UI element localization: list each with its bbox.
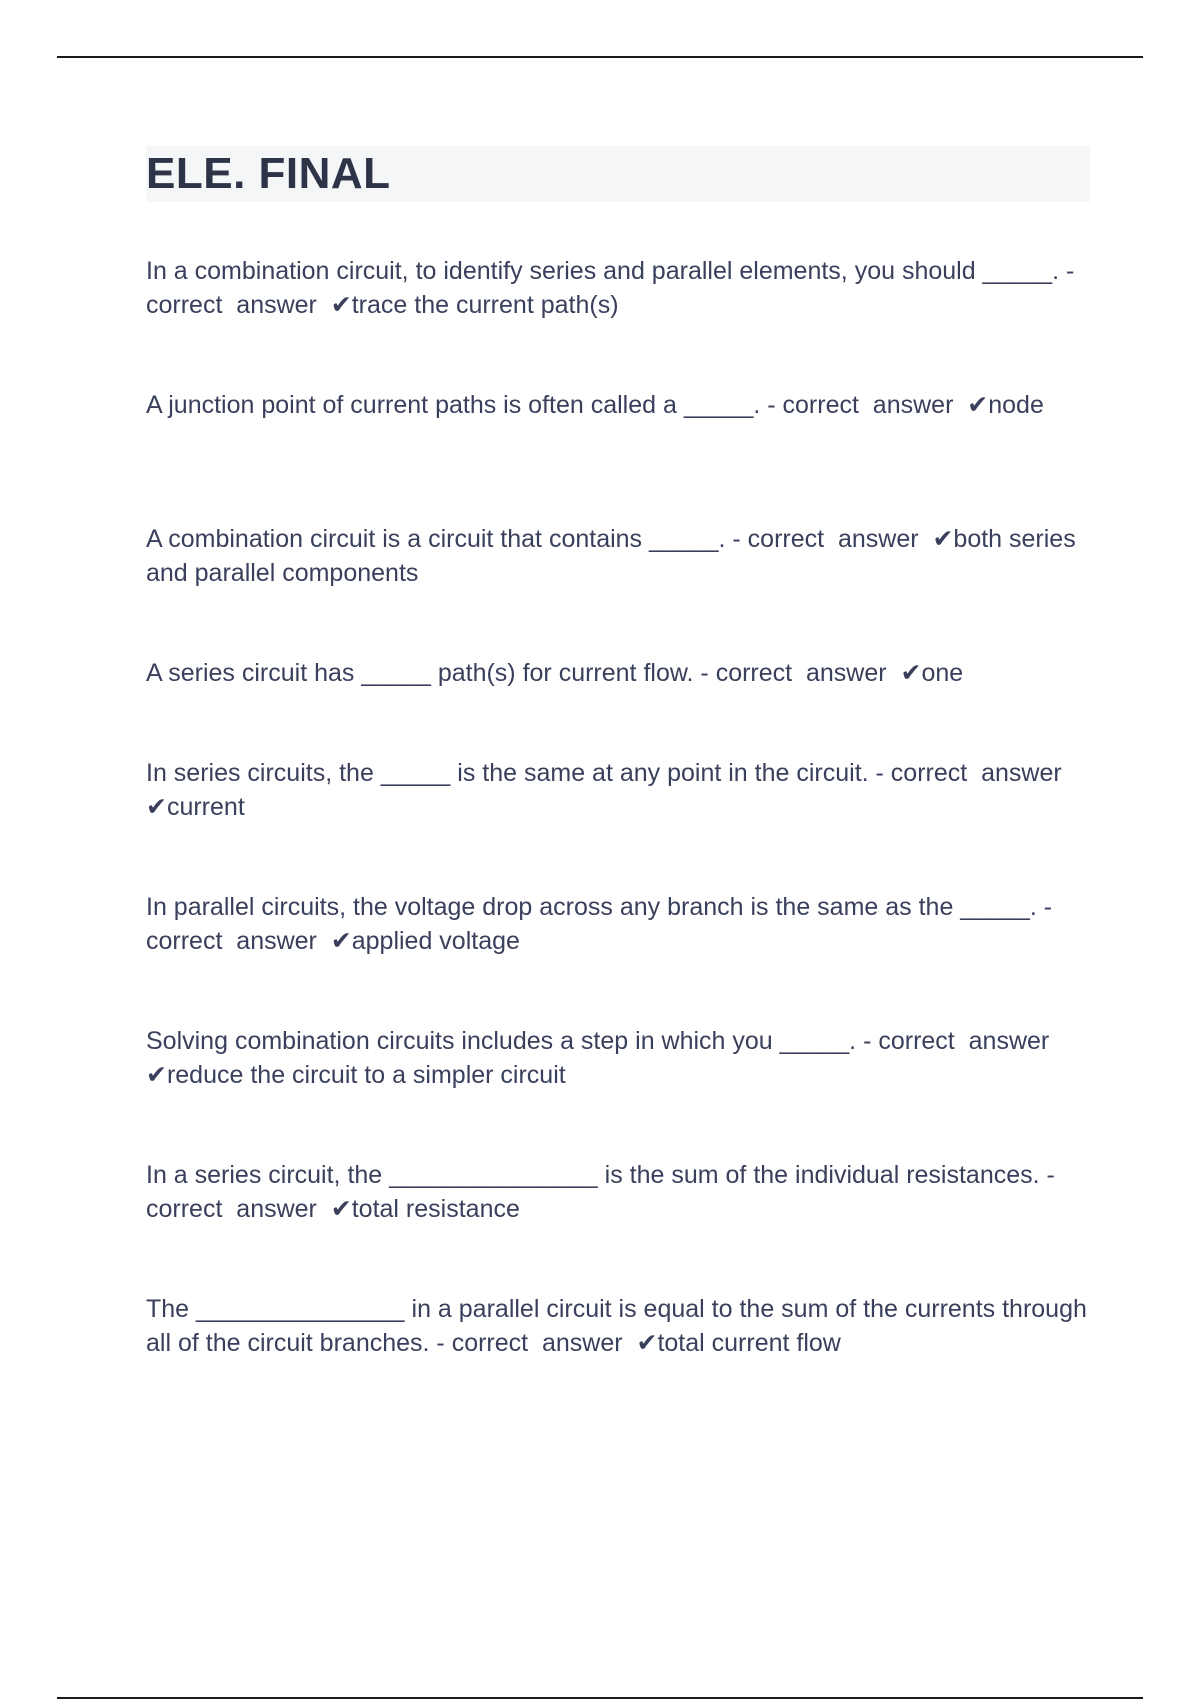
answer-separator: - correct answer ✔	[146, 1027, 1064, 1089]
question-text: A combination circuit is a circuit that contains _____.	[146, 525, 726, 553]
qa-item	[146, 890, 1090, 958]
qa-item	[146, 1024, 1090, 1092]
answer-separator: - correct answer ✔	[146, 1161, 1062, 1223]
qa-item	[146, 1292, 1094, 1360]
title-bar	[146, 146, 1090, 202]
document-body	[146, 146, 1094, 1426]
answer-separator: - correct answer ✔	[146, 257, 1082, 319]
qa-item	[146, 522, 1090, 590]
question-text: The _______________ in a parallel circuit is equal to the sum of the currents through all of the circuit branches.	[146, 1295, 1094, 1357]
answer-text: node	[988, 391, 1044, 419]
answer-text: current	[166, 793, 245, 821]
question-text: In a combination circuit, to identify series and parallel elements, you should _____.	[146, 257, 1060, 285]
answer-separator: - correct answer ✔	[693, 659, 922, 687]
qa-item	[146, 388, 1090, 456]
question-text: A junction point of current paths is often called a _____.	[146, 391, 761, 419]
answer-separator: - correct answer ✔	[429, 1329, 658, 1357]
answer-text: applied voltage	[351, 927, 520, 955]
question-text: A series circuit has _____ path(s) for current flow.	[146, 659, 694, 687]
question-text: In parallel circuits, the voltage drop across any branch is the same as the _____.	[146, 893, 1037, 921]
bottom-rule	[57, 1697, 1143, 1699]
answer-text: total current flow	[657, 1329, 841, 1357]
answer-text: one	[921, 659, 964, 687]
answer-separator: - correct answer ✔	[725, 525, 954, 553]
answer-separator: - correct answer ✔	[146, 759, 1076, 821]
answer-separator: - correct answer ✔	[146, 893, 1060, 955]
top-rule	[57, 56, 1143, 58]
answer-text: trace the current path(s)	[351, 291, 619, 319]
question-text: Solving combination circuits includes a step in which you _____.	[146, 1027, 857, 1055]
answer-text: total resistance	[351, 1195, 520, 1223]
qa-item	[146, 756, 1090, 824]
qa-item	[146, 656, 1090, 690]
answer-text: reduce the circuit to a simpler circuit	[166, 1061, 566, 1089]
qa-list	[146, 254, 1094, 1360]
qa-item	[146, 1158, 1090, 1226]
question-text: In a series circuit, the _______________ is the sum of the individual resistances.	[146, 1161, 1040, 1189]
question-text: In series circuits, the _____ is the same at any point in the circuit.	[146, 759, 869, 787]
answer-text: both series and parallel components	[146, 525, 1083, 587]
answer-separator: - correct answer ✔	[760, 391, 989, 419]
document-title: ELE. FINAL	[146, 149, 391, 198]
qa-item	[146, 254, 1090, 322]
